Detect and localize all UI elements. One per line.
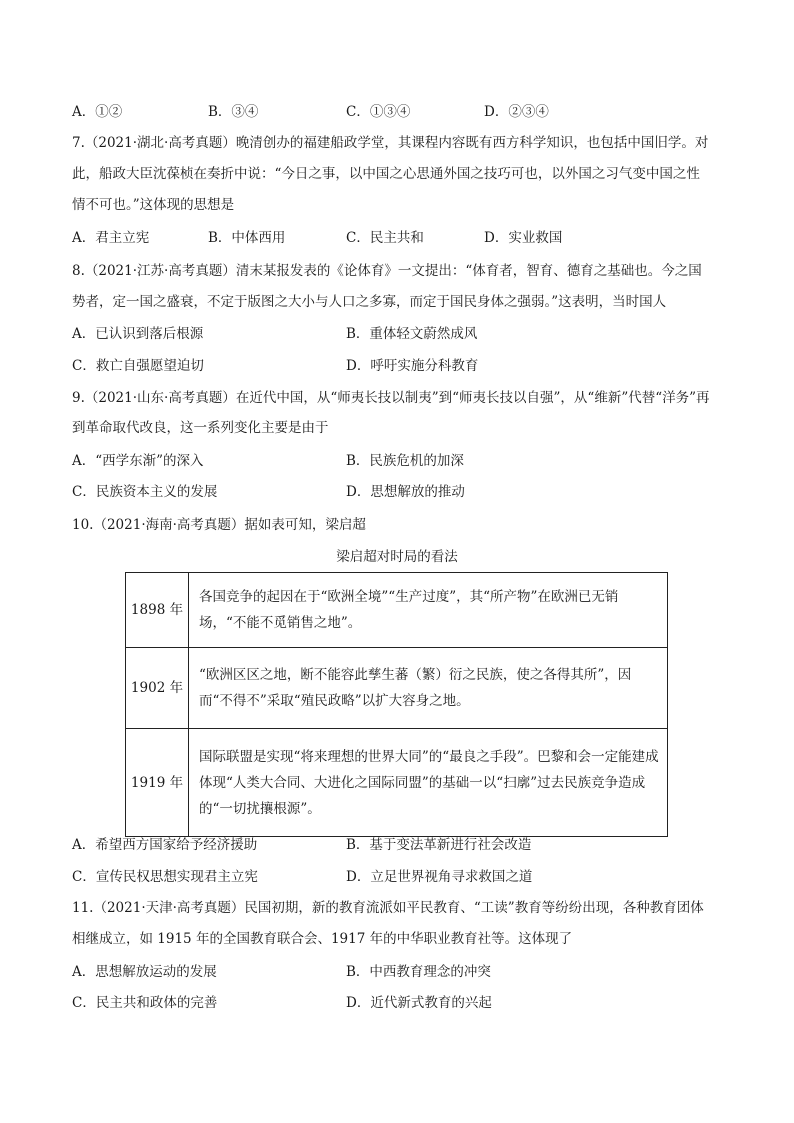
liang-qichao-table bbox=[125, 572, 668, 837]
q6-option-b: B．③④ bbox=[208, 104, 259, 120]
q11-option-d: D．近代新式教育的兴起 bbox=[346, 995, 492, 1011]
q7-stem-line-2: 此，船政大臣沈葆桢在奏折中说：“今日之事，以中国之心思通外国之技巧可也，以外国之习气变中国之性 bbox=[72, 166, 700, 182]
q9-option-d: D．思想解放的推动 bbox=[346, 484, 465, 500]
q10-option-a: A．希望西方国家给予经济援助 bbox=[72, 837, 258, 853]
table-year-cell: 1902 年 bbox=[126, 648, 189, 729]
q11-stem-line-1: 11.（2021·天津·高考真题）民国初期，新的教育流派如平民教育、“工读”教育等纷纷出现，各种教育团体 bbox=[72, 900, 704, 916]
q11-option-a: A．思想解放运动的发展 bbox=[72, 964, 217, 980]
q9-stem-line-1: 9.（2021·山东·高考真题）在近代中国，从“师夷长技以制夷”到“师夷长技以自强”，从“维新”代替“洋务”再 bbox=[72, 390, 710, 406]
q8-option-d: D．呼吁实施分科教育 bbox=[346, 358, 479, 374]
table-year-cell: 1919 年 bbox=[126, 729, 189, 837]
table-text-cell: 各国竞争的起因在于“欧洲全境”“生产过度”，其“所产物”在欧洲已无销场，“不能不觅销售之地”。 bbox=[189, 573, 668, 648]
q7-stem-line-3: 情不可也。”这体现的思想是 bbox=[72, 197, 235, 213]
q7-option-c: C．民主共和 bbox=[346, 230, 424, 246]
q10-option-b: B．基于变法革新进行社会改造 bbox=[346, 837, 532, 853]
q6-option-c: C．①③④ bbox=[346, 104, 411, 120]
q11-stem-line-2: 相继成立，如 1915 年的全国教育联合会、1917 年的中华职业教育社等。这体现了 bbox=[72, 931, 573, 947]
q10-option-d: D．立足世界视角寻求救国之道 bbox=[346, 869, 533, 885]
q9-option-b: B．民族危机的加深 bbox=[346, 453, 464, 469]
table-row bbox=[126, 648, 668, 729]
q8-option-c: C．救亡自强愿望迫切 bbox=[72, 358, 204, 374]
q9-option-a: A．“西学东渐”的深入 bbox=[72, 453, 204, 469]
q11-option-c: C．民主共和政体的完善 bbox=[72, 995, 218, 1011]
q8-stem-line-2: 势者，定一国之盛衰，不定于版图之大小与人口之多寡，而定于国民身体之强弱。”这表明，当时国人 bbox=[72, 294, 667, 310]
q10-stem-line-1: 10.（2021·海南·高考真题）据如表可知，梁启超 bbox=[72, 517, 366, 533]
q8-option-b: B．重体轻文蔚然成风 bbox=[346, 326, 478, 342]
q6-option-d: D．②③④ bbox=[484, 104, 549, 120]
q10-option-c: C．宣传民权思想实现君主立宪 bbox=[72, 869, 258, 885]
q6-option-a: A．①② bbox=[72, 104, 123, 120]
q9-stem-line-2: 到革命取代改良，这一系列变化主要是由于 bbox=[72, 420, 329, 436]
q7-stem-line-1: 7.（2021·湖北·高考真题）晚清创办的福建船政学堂，其课程内容既有西方科学知识，也包括中国旧学。对 bbox=[72, 135, 709, 151]
table-text-cell: 国际联盟是实现“将来理想的世界大同”的“最良之手段”。巴黎和会一定能建成体现“人类大合同、大进化之国际同盟”的基础一以“扫廓”过去民族竞争造成的“一切扰攘根源”。 bbox=[189, 729, 668, 837]
q11-option-b: B．中西教育理念的冲突 bbox=[346, 964, 491, 980]
q9-option-c: C．民族资本主义的发展 bbox=[72, 484, 218, 500]
table-caption: 梁启超对时局的看法 bbox=[336, 549, 458, 565]
table-row bbox=[126, 729, 668, 837]
q7-option-a: A．君主立宪 bbox=[72, 230, 150, 246]
q8-option-a: A．已认识到落后根源 bbox=[72, 326, 204, 342]
table-text-cell: “欧洲区区之地，断不能容此孳生蕃（繁）衍之民族，使之各得其所”，因而“不得不”采取“殖民政略”以扩大容身之地。 bbox=[189, 648, 668, 729]
table-year-cell: 1898 年 bbox=[126, 573, 189, 648]
q7-option-b: B．中体西用 bbox=[208, 230, 286, 246]
q7-option-d: D．实业救国 bbox=[484, 230, 563, 246]
table-row bbox=[126, 573, 668, 648]
q8-stem-line-1: 8.（2021·江苏·高考真题）清末某报发表的《论体育》一文提出：“体育者，智育、德育之基础也。今之国 bbox=[72, 263, 702, 279]
